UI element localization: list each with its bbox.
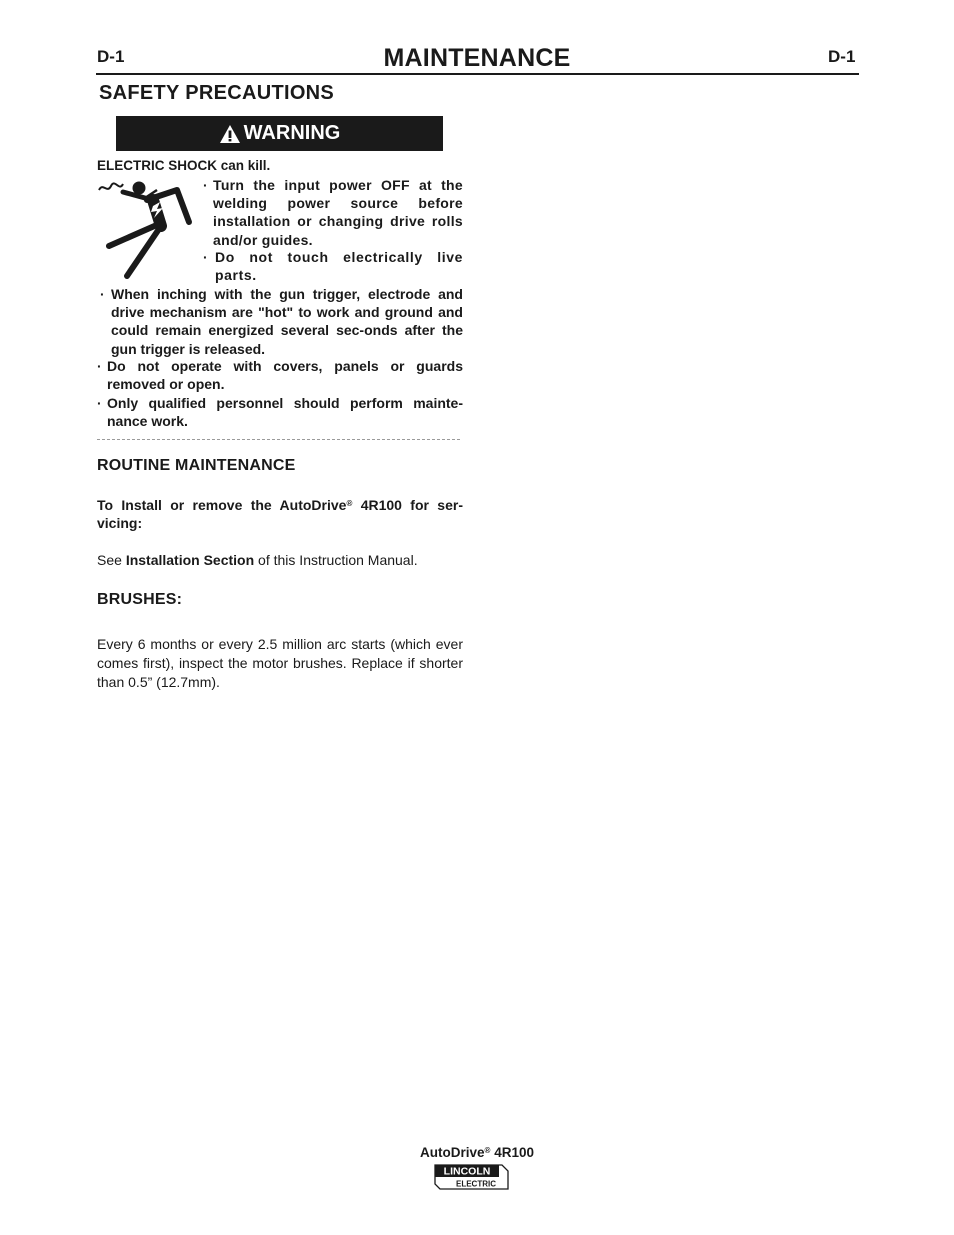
electric-shock-figure-icon xyxy=(97,178,201,282)
safety-bullet xyxy=(97,394,463,430)
footer-model-number: 4R100 xyxy=(490,1145,534,1160)
warning-triangle-icon xyxy=(219,124,241,144)
footer-model xyxy=(0,1145,954,1160)
section-title: SAFETY PRECAUTIONS xyxy=(99,82,335,104)
registered-mark: ® xyxy=(346,499,353,508)
safety-bullet xyxy=(203,248,463,284)
see-text: See xyxy=(97,552,126,568)
bullet-dot: · xyxy=(203,177,208,193)
electric-shock-heading: ELECTRIC SHOCK can kill. xyxy=(97,158,271,173)
page-number-right: D-1 xyxy=(828,47,856,66)
routine-maintenance-heading: ROUTINE MAINTENANCE xyxy=(97,457,296,474)
header-rule xyxy=(96,73,859,75)
brushes-heading: BRUSHES: xyxy=(97,591,183,608)
page-title: MAINTENANCE xyxy=(383,44,571,72)
bullet-dot: · xyxy=(203,249,208,265)
bullet-text: Do not touch electrically live parts. xyxy=(215,249,463,284)
install-heading-text-end: 4R100 for ser-vicing: xyxy=(97,497,463,531)
section-divider xyxy=(97,439,460,440)
registered-mark: ® xyxy=(484,1146,491,1155)
bullet-text: When inching with the gun trigger, electrode and drive mechanism are "hot" to work and ground and could remain energized several sec-onds after the gun trigger is released. xyxy=(111,286,463,357)
brushes-paragraph: Every 6 months or every 2.5 million arc starts (which ever comes first), inspect the motor brushes. Replace if shorter than 0.5” (12.7mm). xyxy=(97,636,463,690)
see-installation-note xyxy=(97,552,418,568)
installation-section-reference: Installation Section xyxy=(125,552,255,568)
safety-bullet xyxy=(203,176,463,249)
bullet-text: Turn the input power OFF at the welding power source before installation or changing drive rolls and/or guides. xyxy=(213,177,463,248)
logo-text-top: LINCOLN xyxy=(443,1165,491,1178)
install-heading-text: To Install or remove the AutoDrive xyxy=(97,497,347,513)
bullet-text: Only qualified personnel should perform mainte-nance work. xyxy=(107,395,463,430)
bullet-text: Do not operate with covers, panels or guards removed or open. xyxy=(107,358,463,393)
page-number-left: D-1 xyxy=(97,47,125,66)
bullet-dot: · xyxy=(97,358,102,374)
safety-bullet xyxy=(100,285,463,358)
see-text-end: of this Instruction Manual. xyxy=(254,552,418,568)
logo-text-bottom: ELECTRIC xyxy=(456,1179,496,1189)
warning-label: WARNING xyxy=(243,122,341,144)
safety-bullet xyxy=(97,357,463,393)
bullet-dot: · xyxy=(97,395,102,411)
warning-banner xyxy=(116,116,443,151)
lincoln-electric-logo xyxy=(434,1163,512,1191)
install-heading xyxy=(97,496,463,532)
bullet-dot: · xyxy=(100,286,105,302)
footer-model-name: AutoDrive xyxy=(420,1145,485,1160)
